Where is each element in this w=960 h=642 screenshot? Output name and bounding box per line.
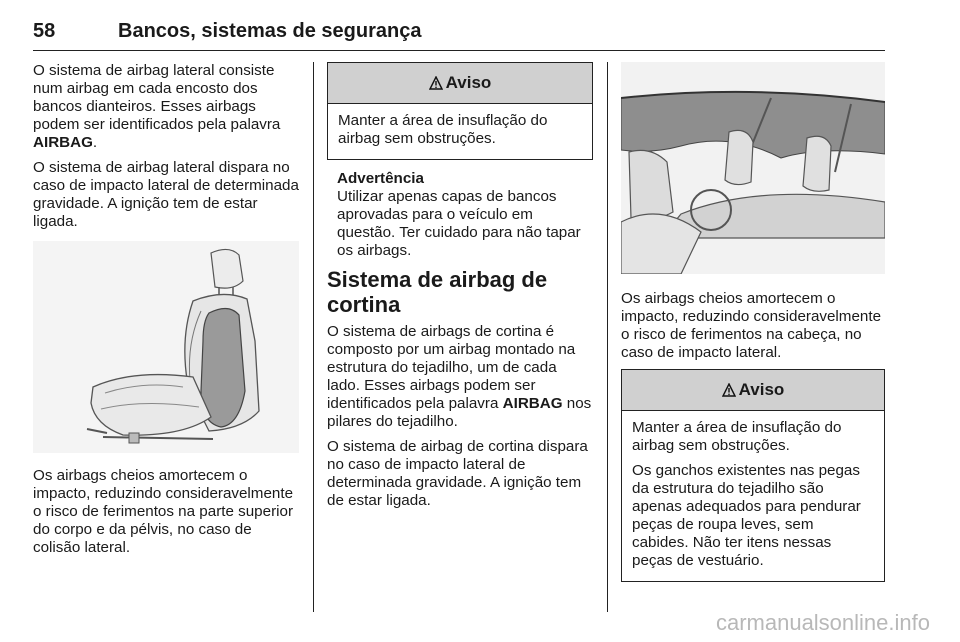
section-heading: Sistema de airbag de cortina <box>327 267 548 317</box>
paragraph-text: O sistema de airbag lateral consiste num airbag em cada encosto dos bancos dianteiros. Esses airbags podem ser identificados pela palavra <box>33 62 281 133</box>
warning-box <box>327 62 593 160</box>
warning-triangle-icon <box>429 76 443 90</box>
warning-box <box>621 369 885 582</box>
airbag-label: AIRBAG <box>502 395 563 412</box>
page-number: 58 <box>33 20 56 42</box>
column-right <box>621 62 885 582</box>
page-header <box>33 18 885 51</box>
warning-title: Aviso <box>445 73 492 92</box>
advertencia-block <box>327 170 593 260</box>
paragraph: O sistema de airbag lateral dispara no caso de impacto lateral de determinada gravidade. A ignição tem de estar ligada. <box>33 159 299 230</box>
advertencia-text: Utilizar apenas capas de bancos aprovadas para o veículo em questão. Ter cuidado para não tapar os airbags. <box>337 188 581 259</box>
warning-text: Manter a área de insuflação do airbag sem obstruções. <box>338 112 548 147</box>
warning-title: Aviso <box>738 380 785 399</box>
airbag-label: AIRBAG <box>33 134 93 151</box>
column-left <box>33 62 299 564</box>
warning-triangle-icon <box>722 383 736 397</box>
warning-text: Os ganchos existentes nas pegas da estrutura do tejadilho são apenas adequados para pendurar peças de roupa leves, sem cabides. Não ter itens nessas peças de vestuário. <box>632 462 861 569</box>
advertencia-title: Advertência <box>337 170 424 187</box>
warning-body <box>622 411 884 581</box>
column-middle <box>327 62 593 517</box>
paragraph-end: . <box>92 134 98 151</box>
column-divider <box>607 62 608 612</box>
warning-body <box>328 104 592 159</box>
warning-header <box>622 370 884 411</box>
curtain-airbag-image <box>621 62 885 274</box>
figure-caption: Os airbags cheios amortecem o impacto, reduzindo consideravelmente o risco de ferimentos na parte superior do corpo e da pélvis, no caso de colisão lateral. <box>33 467 294 556</box>
paragraph: O sistema de airbag de cortina dispara no caso de impacto lateral de determinada gravidade. A ignição tem de estar ligada. <box>327 438 588 509</box>
paragraph <box>33 62 299 152</box>
chapter-title: Bancos, sistemas de segurança <box>118 20 422 42</box>
figure-caption: Os airbags cheios amortecem o impacto, reduzindo consideravelmente o risco de ferimentos na cabeça, no caso de impacto lateral. <box>621 290 882 361</box>
paragraph-end: nos pilares do tejadilho. <box>327 395 592 430</box>
seat-airbag-illustration <box>33 241 299 453</box>
paragraph-text: O sistema de airbags de cortina é composto por um airbag montado na estrutura do tejadilho, um de cada lado. Esses airbags podem ser identificados pela palavra <box>327 323 576 412</box>
watermark: carmanualsonline.info <box>715 610 930 635</box>
curtain-airbag-illustration <box>621 62 885 274</box>
column-divider <box>313 62 314 612</box>
warning-header <box>328 63 592 104</box>
warning-text: Manter a área de insuflação do airbag sem obstruções. <box>632 419 842 454</box>
seat-airbag-image <box>33 241 299 453</box>
paragraph <box>327 323 593 431</box>
